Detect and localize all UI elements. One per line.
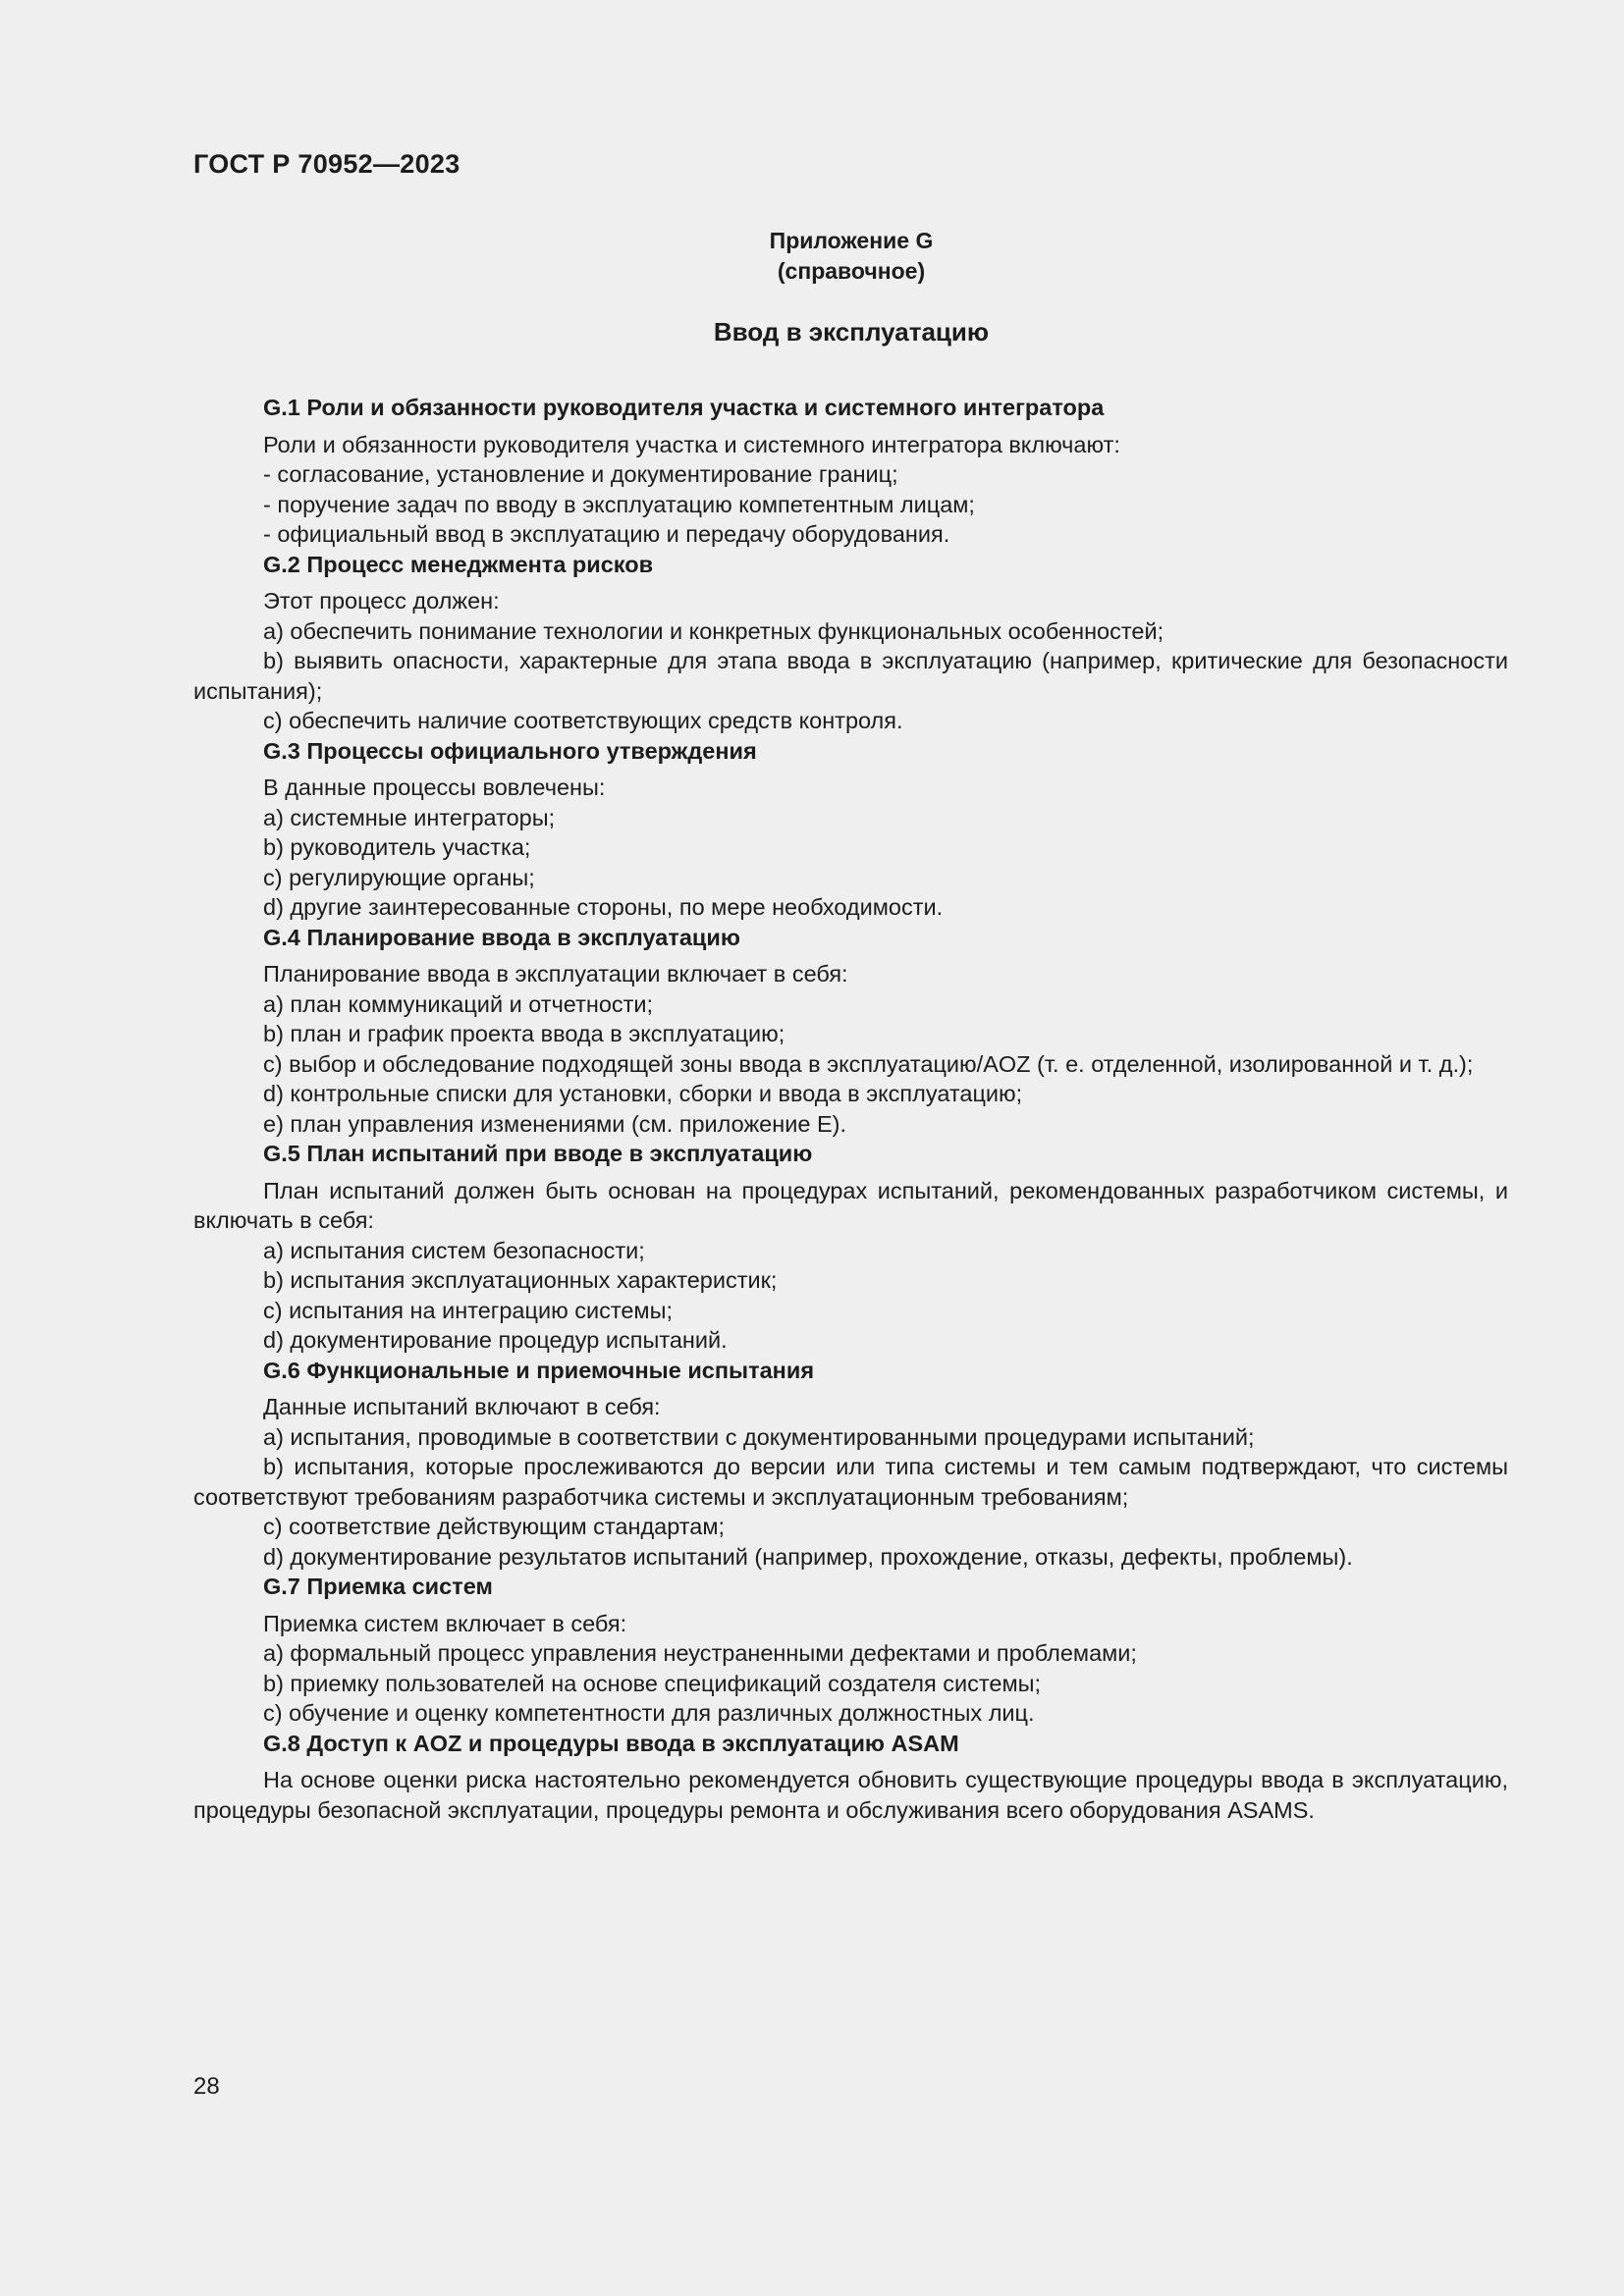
- list-item: a) испытания систем безопасности;: [263, 1237, 645, 1263]
- paragraph: На основе оценки риска настоятельно рекомендуется обновить существующие процедуры ввода в эксплуатацию, процедуры безопасной эксплуатации, процедуры ремонта и обслуживания всего оборудования ASAMS.: [193, 1767, 1508, 1823]
- list-item: b) испытания, которые прослеживаются до версии или типа системы и тем самым подтверждают, что системы соответствуют требованиям разработчика системы и эксплуатационным требованиям;: [193, 1454, 1508, 1510]
- section-title: G.5 План испытаний при вводе в эксплуатацию: [263, 1141, 813, 1166]
- list-item: b) выявить опасности, характерные для этапа ввода в эксплуатацию (например, критические для безопасности испытания);: [193, 648, 1508, 704]
- paragraph: План испытаний должен быть основан на процедурах испытаний, рекомендованных разработчиком системы, и включать в себя:: [193, 1177, 1508, 1233]
- list-item: d) документирование результатов испытаний (например, прохождение, отказы, дефекты, проблемы).: [263, 1543, 1353, 1570]
- list-item: c) соответствие действующим стандартам;: [263, 1514, 726, 1539]
- list-item: a) план коммуникаций и отчетности;: [263, 990, 654, 1017]
- section-g8: [193, 1729, 1508, 1826]
- paragraph: Приемка систем включает в себя:: [263, 1610, 627, 1636]
- section-title: G.7 Приемка систем: [263, 1574, 493, 1599]
- section-title: G.6 Функциональные и приемочные испытания: [263, 1357, 815, 1383]
- list-item: d) контрольные списки для установки, сборки и ввода в эксплуатацию;: [263, 1081, 1023, 1106]
- list-item: b) план и график проекта ввода в эксплуатацию;: [263, 1021, 785, 1046]
- paragraph: Данные испытаний включают в себя:: [263, 1394, 661, 1419]
- list-item: a) обеспечить понимание технологии и конкретных функциональных особенностей;: [263, 617, 1164, 644]
- section-g3: [193, 736, 1508, 923]
- list-item: a) системные интеграторы;: [263, 804, 556, 830]
- section-g4: [193, 923, 1508, 1140]
- section-title: G.4 Планирование ввода в эксплуатацию: [263, 924, 740, 950]
- paragraph: Роли и обязанности руководителя участка и системного интегратора включают:: [263, 431, 1120, 457]
- section-g5: [193, 1139, 1508, 1356]
- list-item: c) обучение и оценку компетентности для различных должностных лиц.: [263, 1700, 1035, 1726]
- section-title: G.8 Доступ к AOZ и процедуры ввода в эксплуатацию ASAM: [263, 1730, 959, 1756]
- list-item: e) план управления изменениями (см. приложение E).: [263, 1110, 846, 1137]
- section-g7: [193, 1572, 1508, 1729]
- document-body: [193, 393, 1508, 1825]
- document-code: ГОСТ Р 70952—2023: [193, 149, 460, 179]
- list-item: - согласование, установление и документирование границ;: [263, 461, 898, 487]
- appendix-type: (справочное): [777, 258, 926, 284]
- section-g1: [193, 393, 1508, 550]
- list-item: a) формальный процесс управления неустраненными дефектами и проблемами;: [263, 1640, 1137, 1666]
- list-item: b) испытания эксплуатационных характеристик;: [263, 1267, 778, 1293]
- paragraph: В данные процессы вовлечены:: [263, 774, 606, 800]
- list-item: d) документирование процедур испытаний.: [263, 1327, 728, 1353]
- appendix-label: Приложение G: [769, 228, 934, 253]
- section-title: G.2 Процесс менеджмента рисков: [263, 551, 654, 577]
- list-item: c) обеспечить наличие соответствующих средств контроля.: [263, 708, 903, 733]
- appendix-title: Ввод в эксплуатацию: [713, 317, 990, 347]
- appendix-header: [0, 226, 1624, 287]
- list-item: a) испытания, проводимые в соответствии с документированными процедурами испытаний;: [263, 1423, 1255, 1450]
- list-item: d) другие заинтересованные стороны, по мере необходимости.: [263, 894, 944, 920]
- list-item: - поручение задач по вводу в эксплуатацию компетентным лицам;: [263, 491, 975, 517]
- list-item: c) испытания на интеграцию системы;: [263, 1297, 673, 1323]
- paragraph: Планирование ввода в эксплуатации включает в себя:: [263, 961, 848, 987]
- paragraph: Этот процесс должен:: [263, 588, 500, 614]
- list-item: c) выбор и обследование подходящей зоны ввода в эксплуатацию/AOZ (т. е. отделенной, изолированной и т. д.);: [263, 1050, 1474, 1077]
- list-item: b) руководитель участка;: [263, 834, 531, 860]
- list-item: c) регулирующие органы;: [263, 864, 535, 890]
- section-g6: [193, 1356, 1508, 1573]
- list-item: - официальный ввод в эксплуатацию и передачу оборудования.: [263, 521, 950, 547]
- section-g2: [193, 550, 1508, 736]
- page-number: 28: [193, 2073, 220, 2100]
- section-title: G.3 Процессы официального утверждения: [263, 737, 757, 764]
- list-item: b) приемку пользователей на основе спецификаций создателя системы;: [263, 1670, 1042, 1696]
- section-title: G.1 Роли и обязанности руководителя участка и системного интегратора: [263, 395, 1105, 420]
